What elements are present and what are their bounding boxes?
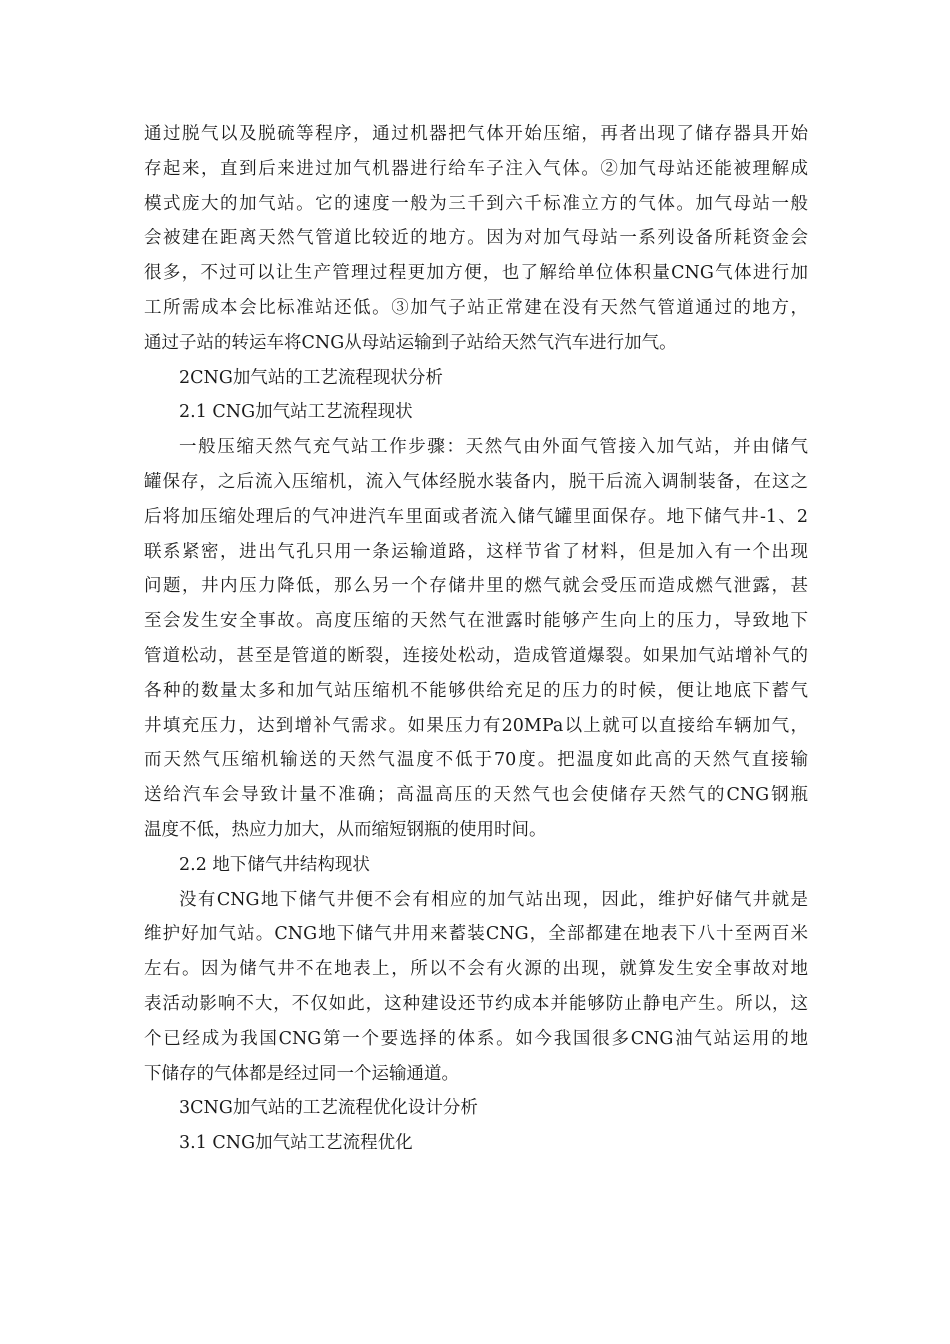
body-text-line: 维护好加气站。CNG地下储气井用来蓄装CNG，全部都建在地表下八十至两百米: [144, 924, 808, 945]
body-text-line: 通过子站的转运车将CNG从母站运输到子站给天然气汽车进行加气。: [144, 332, 677, 353]
body-text-line: 温度不低，热应力加大，从而缩短钢瓶的使用时间。: [144, 819, 547, 840]
subsection-heading-2-2: 2.2 地下储气井结构现状: [179, 854, 370, 875]
body-text-line: 问题，井内压力降低，那么另一个存储井里的燃气就会受压而造成燃气泄露，甚: [144, 576, 808, 597]
body-text-line: 会被建在距离天然气管道比较近的地方。因为对加气母站一系列设备所耗资金会: [144, 228, 808, 249]
subsection-heading-2-1: 2.1 CNG加气站工艺流程现状: [179, 402, 413, 423]
body-text-line: 各种的数量太多和加气站压缩机不能够供给充足的压力的时候，便让地底下蓄气: [144, 680, 808, 701]
body-text-line: 联系紧密，进出气孔只用一条运输道路，这样节省了材料，但是加入有一个出现: [144, 541, 808, 562]
body-text-line: 存起来，直到后来进过加气机器进行给车子注入气体。②加气母站还能被理解成: [144, 158, 808, 179]
section-heading-3: 3CNG加气站的工艺流程优化设计分析: [179, 1098, 478, 1119]
section-heading-2: 2CNG加气站的工艺流程现状分析: [179, 367, 443, 388]
body-text-line: 罐保存，之后流入压缩机，流入气体经脱水装备内，脱干后流入调制装备，在这之: [144, 471, 808, 492]
body-text-line: 左右。因为储气井不在地表上，所以不会有火源的出现，就算发生安全事故对地: [144, 959, 808, 980]
body-text-line: 表活动影响不大，不仅如此，这种建设还节约成本并能够防止静电产生。所以，这: [144, 993, 808, 1014]
body-text-line: 而天然气压缩机输送的天然气温度不低于70度。把温度如此高的天然气直接输: [144, 750, 808, 771]
body-text-line: 送给汽车会导致计量不准确；高温高压的天然气也会使储存天然气的CNG钢瓶: [144, 785, 808, 806]
body-text-line: 管道松动，甚至是管道的断裂，连接处松动，造成管道爆裂。如果加气站增补气的: [144, 645, 808, 666]
subsection-heading-3-1: 3.1 CNG加气站工艺流程优化: [179, 1133, 413, 1154]
body-text-line: 下储存的气体都是经过同一个运输通道。: [144, 1063, 459, 1084]
paragraph-first-line: 一般压缩天然气充气站工作步骤：天然气由外面气管接入加气站，并由储气: [179, 437, 808, 458]
body-text-line: 工所需成本会比标准站还低。③加气子站正常建在没有天然气管道通过的地方，: [144, 297, 808, 318]
body-text-line: 通过脱气以及脱硫等程序，通过机器把气体开始压缩，再者出现了储存器具开始: [144, 124, 808, 144]
paragraph-first-line: 没有CNG地下储气井便不会有相应的加气站出现，因此，维护好储气井就是: [179, 889, 808, 910]
body-text-line: 很多，不过可以让生产管理过程更加方便，也了解给单位体积量CNG气体进行加: [144, 263, 808, 284]
body-text-line: 个已经成为我国CNG第一个要选择的体系。如今我国很多CNG油气站运用的地: [144, 1028, 808, 1049]
document-body: [144, 117, 808, 1161]
body-text-line: 模式庞大的加气站。它的速度一般为三千到六千标准立方的气体。加气母站一般: [144, 193, 808, 214]
body-text-line: 井填充压力，达到增补气需求。如果压力有20MPa以上就可以直接给车辆加气，: [144, 715, 808, 736]
body-text-line: 后将加压缩处理后的气冲进汽车里面或者流入储气罐里面保存。地下储气井-1、2: [144, 506, 808, 527]
body-text-line: 至会发生安全事故。高度压缩的天然气在泄露时能够产生向上的压力，导致地下: [144, 611, 808, 632]
